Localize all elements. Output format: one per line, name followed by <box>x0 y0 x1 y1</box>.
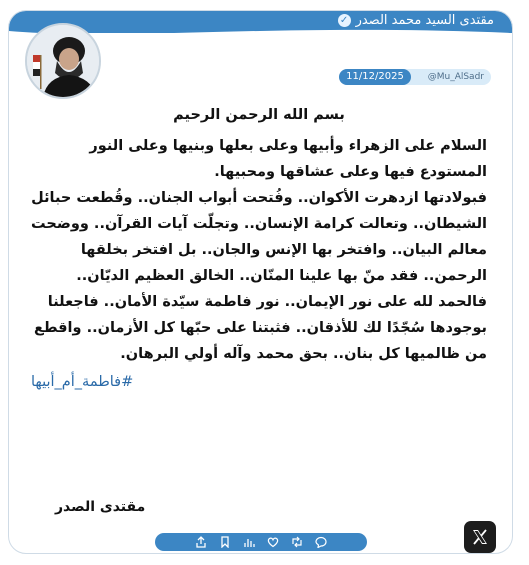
account-name-row[interactable] <box>338 13 494 28</box>
post-date: 11/12/2025 <box>339 69 411 85</box>
account-name[interactable]: مقتدى السيد محمد الصدر <box>355 13 494 28</box>
basmala: بسم الله الرحمن الرحيم <box>173 107 345 123</box>
x-logo-icon <box>471 528 489 546</box>
verified-badge-icon: ✓ <box>338 14 351 27</box>
meta-pill <box>339 69 491 85</box>
like-icon[interactable] <box>267 536 279 548</box>
repost-icon[interactable] <box>291 536 303 548</box>
action-bar <box>155 533 367 551</box>
post-paragraph-2: فبولادتها ازدهرت الأكوان.. وفُتحت أبواب الجنان.. وقُطعت حبائل الشيطان.. وتعالت كرامة الإنسان.. وتجلّت آيات القرآن.. ووضحت معالم البيان.. وافتخر بها الإنس والجان.. بل افتخر بخلقها الرحمن.. فقد منّ بها علينا المنّان.. الخالق العظيم الديّان.. فالحمد لله على نور الإيمان.. نور فاطمة سيّدة الأمان.. فاجعلنا بوجودها سُجّدًا لك للأذقان.. فثبتنا على حبّها كل الأزمان.. واقطع من ظالميها كل بنان.. بحق محمد وآله أولي البرهان. <box>31 190 487 362</box>
post-card <box>8 10 513 554</box>
share-icon[interactable] <box>195 536 207 548</box>
signature: مقتدى الصدر <box>55 499 146 515</box>
account-handle[interactable]: @Mu_AlSadr <box>427 72 484 82</box>
views-icon[interactable] <box>243 536 255 548</box>
post-body <box>31 107 487 395</box>
reply-icon[interactable] <box>315 536 327 548</box>
avatar-image <box>27 25 99 97</box>
post-paragraph-1: السلام على الزهراء وأبيها وعلى بعلها وبنيها وعلى النور المستودع فيها وعلى عشاقها ومحبيها. <box>89 138 487 180</box>
x-logo <box>464 521 496 553</box>
bookmark-icon[interactable] <box>219 536 231 548</box>
hashtag-link[interactable]: #فاطمة_أم_أبيها <box>31 374 134 390</box>
avatar[interactable] <box>25 23 101 99</box>
